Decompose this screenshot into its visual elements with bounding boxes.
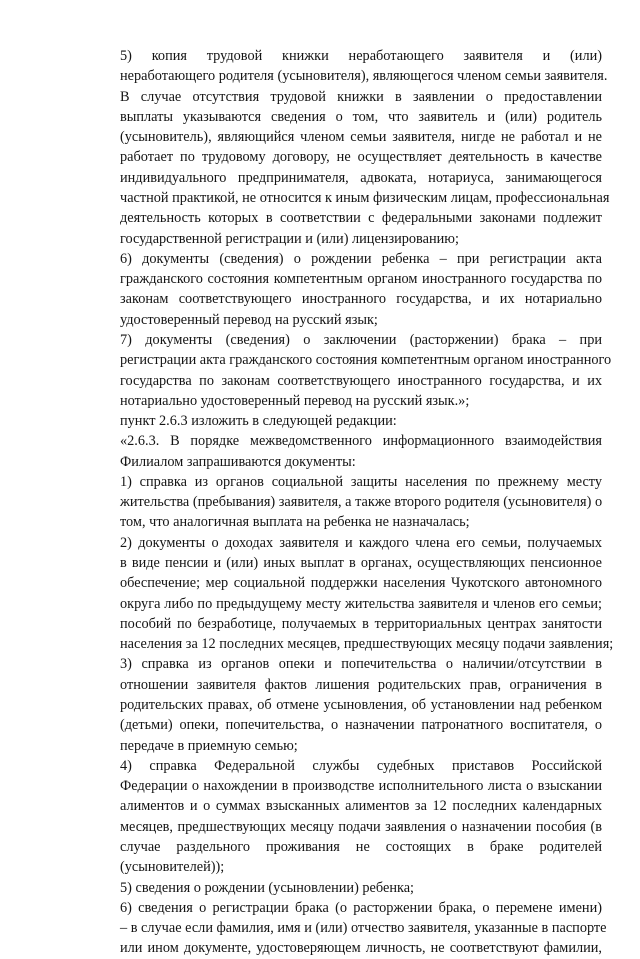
- text-line: месяцев, предшествующих месяцу подачи заявления о назначении пособия (в: [120, 818, 602, 835]
- paragraph-point-2-6-3-intro: [86, 411, 602, 431]
- text-line: 7) документы (сведения) о заключении (расторжении) брака – при: [120, 331, 602, 348]
- text-line: 6) документы (сведения) о рождении ребенка – при регистрации акта: [120, 250, 602, 267]
- text-line: жительства (пребывания) заявителя, а также второго родителя (усыновителя) о: [120, 494, 603, 511]
- text-line: (детьми) опеки, попечительства, о назначении патронатного воспитателя, о: [120, 717, 602, 734]
- paragraph-2-6-3-heading: [86, 431, 602, 472]
- text-line: государства по законам соответствующего иностранного государства, и их: [120, 372, 602, 389]
- text-line: или ином документе, удостоверяющем личность, не соответствуют фамилии,: [120, 940, 602, 957]
- text-line: 1) справка из органов социальной защиты населения по прежнему месту: [120, 473, 602, 490]
- text-line: округа либо по предыдущему месту жительства заявителя и членов его семьи;: [120, 595, 602, 612]
- text-line: выплаты указываются сведения о том, что заявитель и (или) родитель: [120, 108, 602, 125]
- text-line: обеспечение; мер социальной поддержки населения Чукотского автономного: [120, 575, 602, 592]
- text-line: частной практикой, не относится к иным физическим лицам, профессиональная: [120, 189, 610, 206]
- paragraph-request-5: [86, 878, 602, 898]
- paragraph-request-4: [86, 756, 602, 878]
- text-line: Федерации о нахождении в производстве исполнительного листа о взыскании: [120, 778, 602, 795]
- text-line: 5) копия трудовой книжки неработающего заявителя и (или): [120, 48, 602, 64]
- text-line: 4) справка Федеральной службы судебных приставов Российской: [120, 757, 602, 774]
- text-line: удостоверенный перевод на русский язык;: [120, 311, 378, 328]
- paragraph-item-6-birth: [86, 249, 602, 330]
- text-line: населения за 12 последних месяцев, предшествующих месяцу подачи заявления;: [120, 636, 614, 653]
- text-line: том, что аналогичная выплата на ребенка не назначалась;: [120, 514, 470, 531]
- paragraph-request-3: [86, 654, 602, 755]
- text-line: Филиалом запрашиваются документы:: [120, 453, 356, 470]
- text-line: случае раздельного проживания не состоящих в браке родителей: [120, 838, 602, 855]
- text-line: родительских правах, об отмене усыновления, об установлении над ребенком: [120, 697, 602, 713]
- text-line: индивидуального предпринимателя, адвоката, нотариуса, занимающегося: [120, 169, 602, 186]
- text-line: регистрации акта гражданского состояния компетентным органом иностранного: [120, 352, 612, 369]
- text-line: 6) сведения о регистрации брака (о расторжении брака, о перемене имени): [120, 899, 602, 916]
- text-line: (усыновитель), являющийся членом семьи заявителя, нигде не работал и не: [120, 129, 602, 146]
- text-line: гражданского состояния компетентным органом иностранного государства по: [120, 271, 602, 288]
- paragraph-no-workbook: [86, 87, 610, 249]
- paragraph-request-1: [86, 472, 602, 533]
- text-line: пункт 2.6.3 изложить в следующей редакции:: [120, 413, 397, 430]
- paragraph-request-6: [86, 898, 607, 959]
- paragraph-request-2: [86, 533, 614, 655]
- document-page: [86, 46, 614, 959]
- paragraph-item-5: [86, 46, 608, 87]
- text-line: 5) сведения о рождении (усыновлении) ребенка;: [120, 879, 415, 896]
- text-line: 3) справка из органов опеки и попечительства о наличии/отсутствии в: [120, 656, 602, 673]
- paragraph-item-7-marriage: [86, 330, 612, 411]
- text-line: В случае отсутствия трудовой книжки в заявлении о предоставлении: [120, 88, 602, 105]
- text-line: работает по трудовому договору, не осуществляет деятельность в качестве: [120, 149, 602, 166]
- text-line: передаче в приемную семью;: [120, 737, 298, 754]
- text-line: (усыновителей));: [120, 859, 225, 876]
- text-line: отношении заявителя фактов лишения родительских прав, ограничения в: [120, 676, 602, 693]
- text-line: государственной регистрации и (или) лицензированию;: [120, 230, 459, 247]
- text-line: алиментов и о суммах взысканных алиментов за 12 последних календарных: [120, 798, 602, 815]
- text-line: неработающего родителя (усыновителя), являющегося членом семьи заявителя.: [120, 68, 608, 85]
- text-line: 2) документы о доходах заявителя и каждого члена его семьи, получаемых: [120, 534, 602, 551]
- text-line: «2.6.3. В порядке межведомственного информационного взаимодействия: [120, 433, 602, 450]
- text-line: деятельность которых в соответствии с федеральными законами подлежит: [120, 210, 602, 227]
- text-line: пособий по безработице, получаемых в территориальных центрах занятости: [120, 615, 602, 632]
- text-line: в виде пенсии и (или) иных выплат в органах, осуществляющих пенсионное: [120, 555, 602, 572]
- text-line: – в случае если фамилия, имя и (или) отчество заявителя, указанные в паспорте: [120, 920, 607, 937]
- text-line: законам соответствующего иностранного государства, и их нотариально: [120, 291, 602, 308]
- text-line: нотариально удостоверенный перевод на русский язык.»;: [120, 392, 470, 409]
